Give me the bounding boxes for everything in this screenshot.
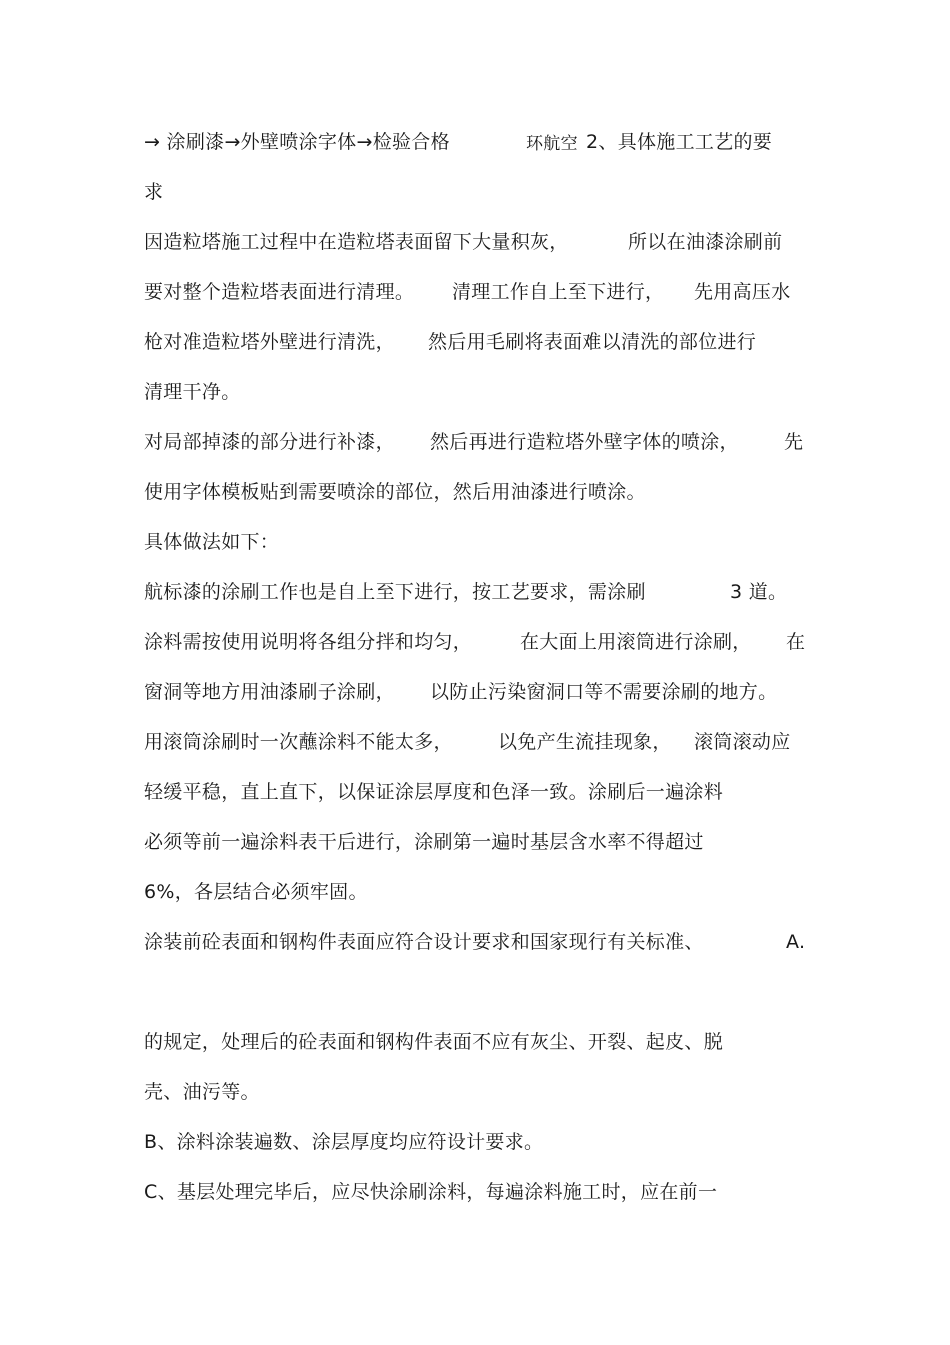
text-segment: 先用高压水 xyxy=(694,281,791,303)
text-segment: C、基层处理完毕后，应尽快涂刷涂料，每遍涂料施工时，应在前一 xyxy=(144,1181,718,1203)
text-segment: 2、具体施工工艺的要 xyxy=(586,131,773,153)
text-segment: 涂料需按使用说明将各组分拌和均匀， xyxy=(144,631,473,653)
text-segment: A. xyxy=(786,931,806,953)
text-segment: 环航空 xyxy=(526,134,578,154)
text-segment: 用滚筒涂刷时一次蘸涂料不能太多， xyxy=(144,731,453,753)
text-segment: 然后用毛刷将表面难以清洗的部位进行 xyxy=(428,331,757,353)
text-segment: 6%，各层结合必须牢固。 xyxy=(144,881,368,903)
text-segment: 航标漆的涂刷工作也是自上至下进行，按工艺要求，需涂刷 xyxy=(144,581,646,603)
text-segment: 3 道。 xyxy=(730,581,788,603)
text-segment: 具体做法如下： xyxy=(144,531,280,553)
text-segment: 先 xyxy=(784,431,804,453)
text-segment: 涂装前砼表面和钢构件表面应符合设计要求和国家现行有关标准、 xyxy=(144,931,704,953)
text-segment: 以防止污染窗洞口等不需要涂刷的地方。 xyxy=(430,681,778,703)
text-segment: 清理工作自上至下进行， xyxy=(452,281,665,303)
text-segment: 要对整个造粒塔表面进行清理。 xyxy=(144,281,415,303)
text-segment: 枪对准造粒塔外壁进行清洗， xyxy=(144,331,395,353)
text-segment: 滚筒滚动应 xyxy=(694,731,791,753)
text-segment: 必须等前一遍涂料表干后进行，涂刷第一遍时基层含水率不得超过 xyxy=(144,831,704,853)
text-segment: 求 xyxy=(144,181,164,203)
text-segment: B、涂料涂装遍数、涂层厚度均应符设计要求。 xyxy=(144,1131,544,1153)
text-segment: 在 xyxy=(786,631,806,653)
text-segment: 在大面上用滚筒进行涂刷， xyxy=(520,631,752,653)
text-segment: 清理干净。 xyxy=(144,381,241,403)
text-segment: 因造粒塔施工过程中在造粒塔表面留下大量积灰， xyxy=(144,231,569,253)
text-segment: 使用字体模板贴到需要喷涂的部位，然后用油漆进行喷涂。 xyxy=(144,481,646,503)
text-segment: 以免产生流挂现象， xyxy=(498,731,672,753)
text-segment: 然后再进行造粒塔外壁字体的喷涂， xyxy=(430,431,739,453)
text-segment: 对局部掉漆的部分进行补漆， xyxy=(144,431,395,453)
text-segment: 轻缓平稳，直上直下，以保证涂层厚度和色泽一致。涂刷后一遍涂料 xyxy=(144,781,724,803)
text-segment: 所以在油漆涂刷前 xyxy=(628,231,783,253)
text-segment: 的规定，处理后的砼表面和钢构件表面不应有灰尘、开裂、起皮、脱 xyxy=(144,1031,724,1053)
text-segment: 窗洞等地方用油漆刷子涂刷， xyxy=(144,681,395,703)
text-segment: → 涂刷漆→外壁喷涂字体→检验合格 xyxy=(144,131,450,153)
text-segment: 壳、油污等。 xyxy=(144,1081,260,1103)
